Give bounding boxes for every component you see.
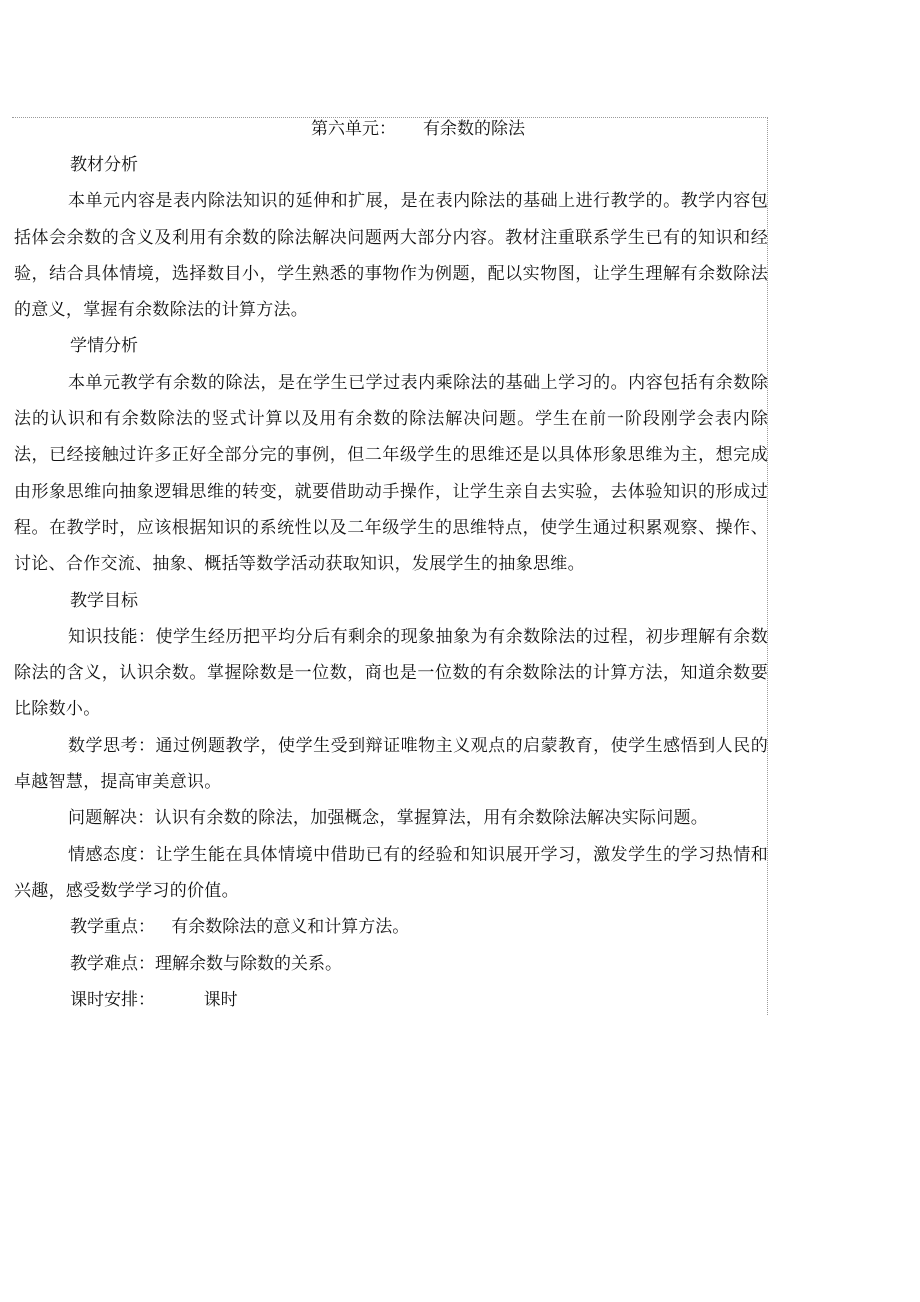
section-heading: 教材分析	[70, 155, 138, 175]
teaching-difficulty: 教学难点：理解余数与除数的关系。	[70, 953, 342, 974]
lesson-schedule: 课时安排： 课时	[70, 989, 238, 1010]
document-body	[14, 147, 768, 1018]
section-textbook-analysis	[14, 147, 768, 328]
section-heading: 教学目标	[70, 590, 138, 611]
goal-knowledge-skills: 知识技能：使学生经历把平均分后有剩余的现象抽象为有余数除法的过程，初步理解有余数除法的含义，认识余数。掌握除数是一位数，商也是一位数的有余数除法的计算方法，知道余数要比除数小。	[14, 626, 768, 720]
section-paragraph: 本单元教学有余数的除法，是在学生已学过表内乘除法的基础上学习的。内容包括有余数除法的认识和有余数除法的竖式计算以及用有余数的除法解决问题。学生在前一阶段刚学会表内除法，已经接触过许多正好全部分完的事例，但二年级学生的思维还是以具体形象思维为主，想完成由形象思维向抽象逻辑思维的转变，就要借助动手操作，让学生亲自去实验，去体验知识的形成过程。在教学时，应该根据知识的系统性以及二年级学生的思维特点，使学生通过积累观察、操作、讨论、合作交流、抽象、概括等数学活动获取知识，发展学生的抽象思维。	[14, 372, 768, 575]
section-paragraph: 本单元内容是表内除法知识的延伸和扩展，是在表内除法的基础上进行教学的。教学内容包括体会余数的含义及利用有余数的除法解决问题两大部分内容。教材注重联系学生已有的知识和经验，结合具体情境，选择数目小，学生熟悉的事物作为例题，配以实物图，让学生理解有余数除法的意义，掌握有余数除法的计算方法。	[14, 191, 768, 321]
goal-emotional-attitude: 情感态度：让学生能在具体情境中借助已有的经验和知识展开学习，激发学生的学习热情和兴趣，感受数学学习的价值。	[14, 844, 768, 901]
section-teaching-goals	[14, 583, 768, 910]
unit-title: 第六单元： 有余数的除法	[310, 119, 526, 139]
section-heading: 学情分析	[70, 336, 138, 357]
teaching-key-point: 教学重点： 有余数除法的意义和计算方法。	[70, 917, 410, 938]
goal-problem-solving: 问题解决：认识有余数的除法，加强概念，掌握算法，用有余数除法解决实际问题。	[68, 808, 709, 829]
goal-math-thinking: 数学思考：通过例题教学，使学生受到辩证唯物主义观点的启蒙教育，使学生感悟到人民的卓越智慧，提高审美意识。	[14, 735, 768, 793]
section-student-analysis	[14, 328, 768, 582]
